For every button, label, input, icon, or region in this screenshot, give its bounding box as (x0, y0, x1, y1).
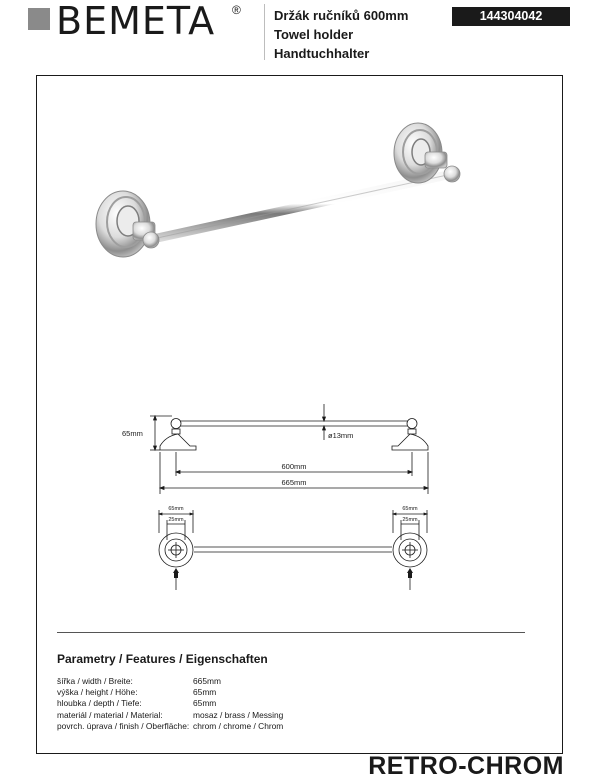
param-label: výška / height / Höhe: (57, 687, 138, 698)
mounting-view-drawing (159, 510, 427, 590)
param-value: 665mm (193, 676, 221, 686)
product-code: 144304042 (452, 7, 570, 26)
title-en: Towel holder (274, 27, 354, 42)
param-row (57, 710, 343, 721)
params-heading: Parametry / Features / Eigenschaften (57, 652, 268, 666)
height-dimension: 65mm (122, 429, 143, 438)
diameter-dimension: ø13mm (328, 431, 354, 440)
right-rosette-outer-dimension: 65mm (402, 506, 418, 512)
param-value: 65mm (193, 698, 217, 709)
param-value: mosaz / brass / Messing (193, 709, 284, 720)
brand-logo: BEMETA (56, 0, 216, 43)
param-value: 65mm (193, 687, 217, 698)
registered-mark: ® (232, 3, 241, 17)
product-photo (96, 123, 460, 257)
param-label: hloubka / depth / Tiefe: (57, 698, 142, 709)
param-row (57, 698, 343, 709)
total-width-dimension: 665mm (281, 478, 307, 487)
param-row (57, 687, 343, 698)
param-row (57, 721, 343, 732)
series-name: RETRO-CHROM (368, 752, 564, 780)
inner-width-dimension: 600mm (281, 462, 307, 471)
param-row (57, 676, 343, 687)
param-label: materiál / material / Material: (57, 709, 163, 720)
right-arrow-icon (407, 568, 413, 573)
param-value: chrom / chrome / Chrom (193, 720, 284, 731)
left-rosette-outer-dimension: 65mm (168, 506, 184, 512)
params-separator (57, 632, 525, 633)
left-rosette-inner-dimension: 25mm (168, 517, 184, 523)
params-table (57, 676, 343, 732)
title-de: Handtuchhalter (274, 46, 370, 61)
right-rosette-inner-dimension: 25mm (402, 517, 418, 523)
title-cz: Držák ručníků 600mm (274, 8, 409, 23)
left-arrow-icon (173, 568, 179, 573)
param-label: šířka / width / Breite: (57, 676, 133, 686)
param-label: povrch. úprava / finish / Oberfläche: (57, 720, 190, 731)
